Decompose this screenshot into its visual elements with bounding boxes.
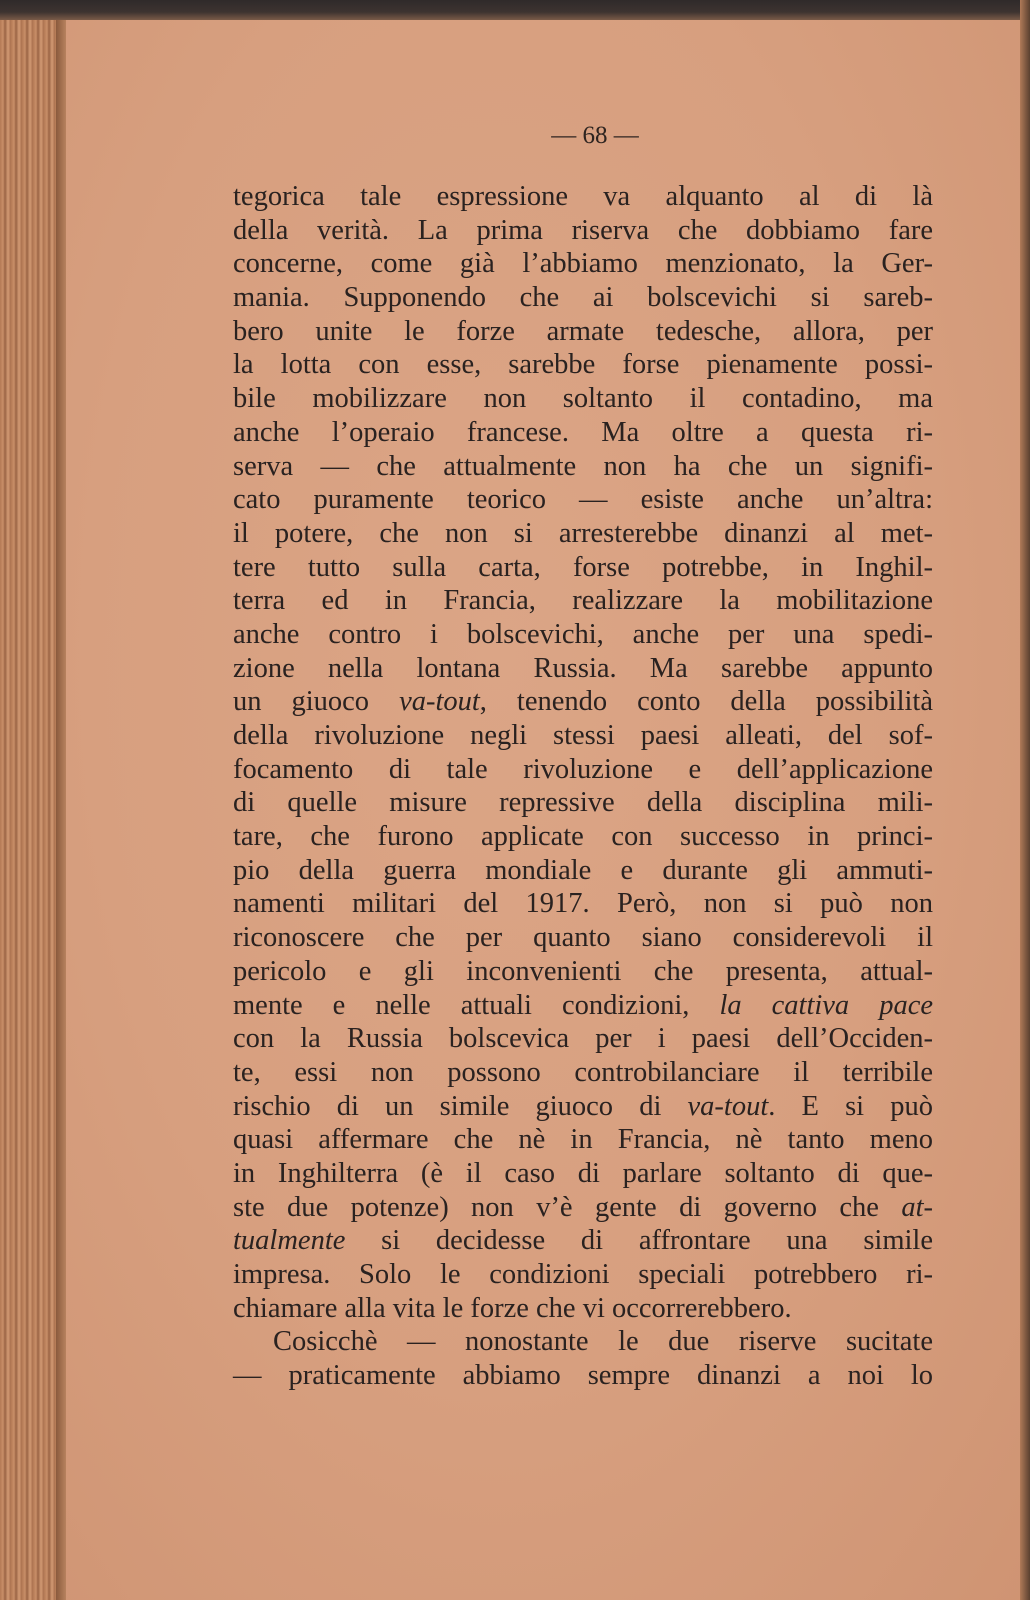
book-page-edges bbox=[0, 0, 70, 1600]
text-line: pio della guerra mondiale e durante gli ammuti- bbox=[233, 854, 933, 886]
text-run: , tenendo conto della possibilità bbox=[479, 686, 933, 718]
page-number: — 68 — bbox=[551, 122, 639, 149]
text-run: ste due potenze) non v’è gente di governo che bbox=[233, 1191, 902, 1223]
italic-term: at- bbox=[901, 1191, 933, 1223]
text-run: . E si può bbox=[768, 1090, 934, 1122]
text-run: si decidesse di affrontare una simile bbox=[345, 1225, 933, 1257]
text-line: mania. Supponendo che ai bolscevichi si sareb- bbox=[233, 282, 933, 314]
text-line: namenti militari del 1917. Però, non si può non bbox=[233, 888, 933, 920]
text-line bbox=[233, 989, 933, 1023]
text-line: terra ed in Francia, realizzare la mobilitazione bbox=[233, 585, 933, 617]
text-line: quasi affermare che nè in Francia, nè tanto meno bbox=[233, 1124, 933, 1156]
text-line: tare, che furono applicate con successo in princi- bbox=[233, 821, 933, 853]
paragraph-start-line: Cosicchè — nonostante le due riserve sucitate bbox=[273, 1326, 933, 1358]
text-line: serva — che attualmente non ha che un signifi- bbox=[233, 450, 933, 482]
text-run: rischio di un simile giuoco di bbox=[233, 1090, 688, 1122]
text-line: in Inghilterra (è il caso di parlare soltanto di que- bbox=[233, 1157, 933, 1189]
body-text bbox=[233, 180, 933, 1393]
text-line: anche l’operaio francese. Ma oltre a questa ri- bbox=[233, 416, 933, 448]
text-line: bile mobilizzare non soltanto il contadino, ma bbox=[233, 383, 933, 415]
text-line: con la Russia bolscevica per i paesi dell’Occiden- bbox=[233, 1023, 933, 1055]
text-line: impresa. Solo le condizioni speciali potrebbero ri- bbox=[233, 1259, 933, 1290]
text-line: cato puramente teorico — esiste anche un’altra: bbox=[233, 484, 933, 516]
italic-term: va-tout bbox=[687, 1090, 769, 1122]
text-line: della verità. La prima riserva che dobbiamo fare bbox=[233, 214, 933, 246]
text-line: concerne, come già l’abbiamo menzionato, la Ger- bbox=[233, 248, 933, 280]
text-line bbox=[233, 1090, 933, 1124]
text-run: mente e nelle attuali condizioni, bbox=[233, 989, 720, 1021]
text-line: te, essi non possono controbilanciare il terribile bbox=[233, 1056, 933, 1088]
text-line: la lotta con esse, sarebbe forse pienamente possi- bbox=[233, 349, 933, 381]
book-right-edge bbox=[1020, 0, 1030, 1600]
text-line bbox=[233, 1224, 933, 1258]
book-cover-top-edge bbox=[0, 0, 1030, 20]
text-line bbox=[233, 1191, 933, 1225]
text-run: un giuoco bbox=[233, 686, 400, 718]
italic-term: va-tout bbox=[399, 686, 480, 718]
text-line: tegorica tale espressione va alquanto al di là bbox=[233, 181, 933, 212]
text-line: pericolo e gli inconvenienti che presenta, attual- bbox=[233, 955, 933, 987]
text-line: — praticamente abbiamo sempre dinanzi a noi lo bbox=[233, 1360, 933, 1392]
text-line bbox=[233, 685, 933, 719]
text-line: riconoscere che per quanto siano considerevoli il bbox=[233, 922, 933, 954]
text-line: anche contro i bolscevichi, anche per una spedi- bbox=[233, 618, 933, 650]
text-line: il potere, che non si arresterebbe dinanzi al met- bbox=[233, 517, 933, 549]
text-line: bero unite le forze armate tedesche, allora, per bbox=[233, 315, 933, 347]
italic-term: tualmente bbox=[233, 1225, 346, 1257]
text-line: tere tutto sulla carta, forse potrebbe, in Inghil- bbox=[233, 551, 933, 583]
text-line: zione nella lontana Russia. Ma sarebbe appunto bbox=[233, 652, 933, 684]
text-line: della rivoluzione negli stessi paesi alleati, del sof- bbox=[233, 720, 933, 751]
text-line: chiamare alla vita le forze che vi occorrerebbero. bbox=[233, 1292, 792, 1324]
text-line: di quelle misure repressive della disciplina mili- bbox=[233, 787, 933, 819]
italic-term: la cattiva pace bbox=[719, 989, 933, 1021]
text-line: focamento di tale rivoluzione e dell’applicazione bbox=[233, 753, 933, 785]
